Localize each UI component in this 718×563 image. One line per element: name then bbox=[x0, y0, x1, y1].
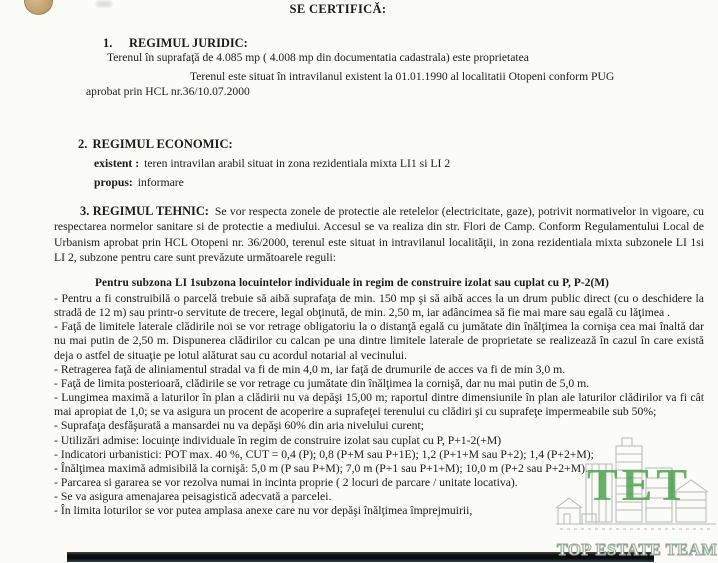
economic-existent-line bbox=[94, 157, 450, 170]
section-economic-number: 2. bbox=[78, 137, 88, 151]
tehnic-rule-6: - Suprafaţa desfăşurată a mansardei nu va depăşi 60% din aria nivelului curent; bbox=[54, 419, 424, 433]
subzone-heading: Pentru subzona LI 1subzona locuintelor individuale in regim de construire izolat sau cuplat cu P, P-2(M) bbox=[95, 277, 609, 289]
tehnic-rule-9: - Înălţimea maximă admisibilă la cornişă: 5,0 m (P sau P+M); 7,0 m (P+1 sau P+1+M); 10,0 m (P+2 sau P+2+M). bbox=[54, 461, 588, 475]
tehnic-rule-1: - Pentru a fi construibilă o parcelă trebuie să aibă suprafaţa de min. 150 mp şi să aibă acces la un drum public direct (cu o deschidere la stradă de 12 m) sau printr-o servitute de trecere, legal obţinută, de min. 2,50 m, iar adâncimea să fie mai mare sau egală cu lăţimea . bbox=[54, 292, 704, 320]
section-tehnic-label: 3. REGIMUL TEHNIC: bbox=[80, 204, 209, 218]
section-tehnic-intro: Se vor respecta zonele de protectie ale retelelor (electricitate, gaze), potrivit normativelor in vigoare, cu respectarea normelor sanitare si de protectie a mediului. Accesul se va realiza din str. Flori de Camp. Conform Regulamentului Local de Urbanism aprobat prin HCL Otopeni nr. 36/2000, terenul este situat in intravilanul localităţii, in zona rezidentiala mixta subzonele LI 1si LI 2, subzone pentru care sunt prevăzute următoarele reguli: bbox=[54, 205, 704, 264]
tehnic-rule-11: - Se va asigura amenajarea peisagistică adecvată a parcelei. bbox=[54, 490, 332, 504]
economic-propus-line bbox=[94, 176, 184, 189]
tehnic-rule-12: - În limita loturilor se vor putea amplasa anexe care nu vor depăşi înălţimea împrejmuirii, bbox=[54, 504, 473, 518]
tehnic-rule-2: - Faţă de limitele laterale clădirile noi se vor retrage obligatoriu la o distanţă egală cu jumătate din înălţimea la cornişa cea mai înaltă dar nu mai putin de 2,50 m. Dispunerea clădirilor cu calcan pe una dintre limitele laterale de proprietate se realizează în cazul în care există deja o astfel de situaţie pe lotul alăturat sau cu acordul notarial al vecinului. bbox=[54, 320, 704, 362]
section-economic-heading bbox=[78, 137, 233, 152]
propus-value: informare bbox=[137, 176, 184, 189]
section-juridic-heading bbox=[103, 36, 248, 51]
section-economic-title: REGIMUL ECONOMIC: bbox=[92, 137, 233, 151]
tet-initials: TET bbox=[586, 459, 692, 510]
tehnic-rule-8: - Indicatori urbanistici: POT max. 40 %, CUT = 0,4 (P); 0,8 (P+M sau P+1E); 1,2 (P+1+M sau P+2); 1,4 (P+2+M); bbox=[54, 447, 594, 461]
top-estate-team-logo bbox=[556, 436, 718, 560]
top-estate-team-wordmark: TOP ESTATE TEAM bbox=[556, 540, 718, 559]
existent-value: teren intravilan arabil situat in zona rezidentiala mixta LI1 si LI 2 bbox=[144, 157, 451, 170]
tehnic-rule-5: - Lungimea maximă a laturilor în plan a clădirii nu va depăşi 15,00 m; raportul dintre dimensiunile în plan ale laturilor clădirilor va fi cât mai apropiat de 1,0; se va asigura un procent de acoperire a suprafeţei terenului cu clădiri şi cu suprafeţe impermeabile sub 50%; bbox=[54, 391, 704, 419]
section-juridic-number: 1. bbox=[103, 36, 113, 50]
existent-label: existent : bbox=[94, 157, 140, 170]
tehnic-rule-4: - Faţă de limita posterioară, clădirile se vor retrage cu jumătate din înălţimea la cornişă, dar nu mai putin de 5,0 m. bbox=[54, 376, 590, 390]
tehnic-rule-7: - Utilizări admise: locuinţe individuale în regim de construire izolat sau cuplat cu P, P+1-2(+M) bbox=[54, 433, 502, 447]
tehnic-rule-3: - Retragerea faţă de aliniamentul stradal va fi de min 4,0 m, iar faţă de drumurile de acces va fi de min 3,0 m. bbox=[54, 362, 566, 376]
tehnic-rule-10: - Parcarea si gararea se vor rezolva numai in incinta proprie ( 2 locuri de parcare / unitate locativa). bbox=[54, 476, 518, 490]
section-tehnic-paragraph bbox=[54, 204, 704, 265]
juridic-line-3: aprobat prin HCL nr.36/10.07.2000 bbox=[86, 85, 250, 98]
juridic-line-2: Terenul este situat în intravilanul existent la 01.01.1990 al localitatii Otopeni conform PUG bbox=[190, 70, 615, 83]
propus-label: propus: bbox=[94, 176, 133, 189]
juridic-line-1: Terenul în suprafaţă de 4.085 mp ( 4.008 mp din documentatia cadastrala) este proprietatea bbox=[107, 51, 529, 64]
certify-title: SE CERTIFICĂ: bbox=[289, 2, 387, 16]
section-juridic-title: REGIMUL JURIDIC: bbox=[129, 36, 248, 50]
